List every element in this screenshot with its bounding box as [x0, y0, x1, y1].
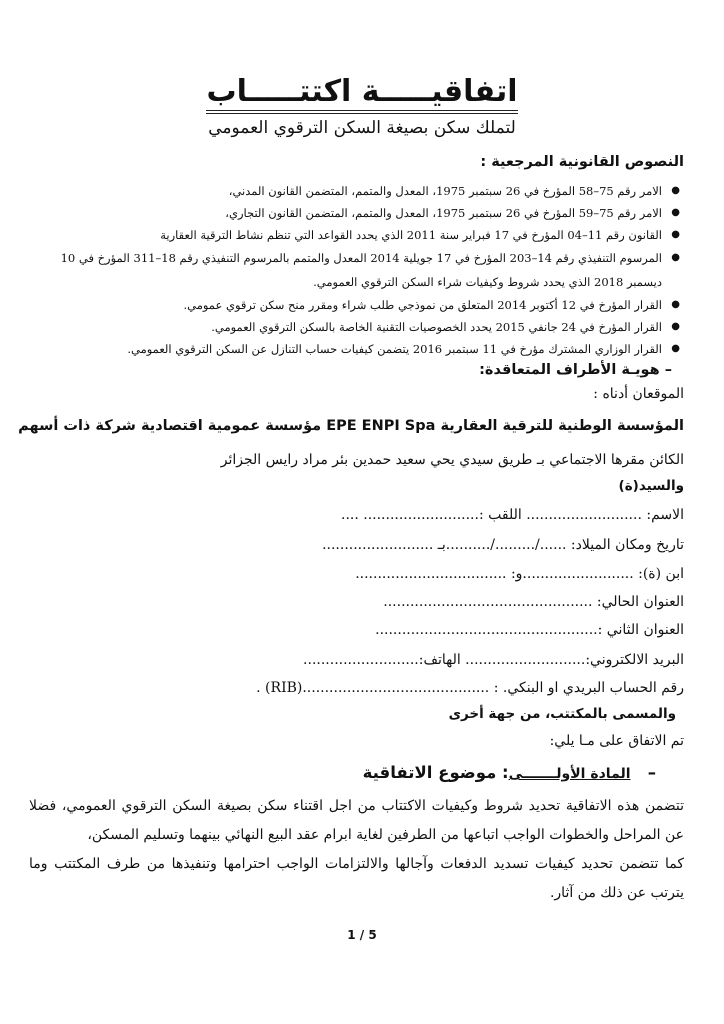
mr-mrs-label: والسيد(ة) [618, 478, 684, 494]
article-dash: – [647, 763, 656, 782]
subscriber-label: والمسمى بالمكتتب، من جهة أخرى [448, 706, 676, 722]
bullet-icon: ● [671, 343, 680, 354]
reference-item: ● القرار المؤرخ في 24 جانفي 2015 يحدد الخصوصيات التقنية الخاصة بالسكن الترقوي العمومي. [44, 316, 684, 338]
birth-date-place-field[interactable]: تاريخ ومكان الميلاد: ....../........./..........بـ ......................... [322, 537, 684, 553]
email-phone-field[interactable]: البريد الالكتروني:........................... الهاتف:.......................... [303, 652, 684, 668]
second-address-field[interactable]: العنوان الثاني :.................................................. [375, 622, 684, 638]
reference-item: ● الامر رقم 75–59 المؤرخ في 26 سبتمبر 1975، المعدل والمتمم، المتضمن القانون التجاري، [44, 202, 684, 224]
parents-field[interactable]: ابن (ة): .........................و: .................................. [355, 566, 684, 582]
company-name: المؤسسة الوطنية للترقية العقارية EPE ENPI Spa مؤسسة عمومية اقتصادية شركة ذات أسهم [18, 418, 684, 434]
name-field[interactable]: الاسم: .......................... اللقب :.......................... .... [341, 507, 684, 523]
company-address: الكائن مقرها الاجتماعي بـ طريق سيدي يحي سعيد حمدين بئر مراد رايس الجزائر [220, 452, 684, 468]
article-separator: : [496, 763, 509, 782]
document-title-text: اتفاقيـــــة اكتتـــــاب [206, 74, 517, 114]
document-subtitle: لتملك سكن بصيغة السكن الترقوي العمومي [208, 118, 516, 138]
reference-item: ● القرار المؤرخ في 12 أكتوبر 2014 المتعلق من نموذجي طلب شراء ومقرر منح سكن ترقوي عمومي. [44, 294, 684, 316]
bullet-icon: ● [671, 299, 680, 310]
article-1-heading [363, 763, 656, 782]
bullet-icon: ● [671, 185, 680, 196]
parties-heading: – هويـة الأطراف المتعاقدة: [479, 362, 672, 378]
document-title [0, 74, 724, 114]
bullet-icon: ● [671, 321, 680, 332]
agreement-intro: تم الاتفاق على مـا يلي: [549, 733, 684, 749]
reference-item: ● القرار الوزاري المشترك مؤرخ في 11 سبتمبر 2016 يتضمن كيفيات حساب التنازل عن السكن الترقوي العمومي. [44, 338, 684, 360]
bullet-icon: ● [671, 252, 680, 263]
references-heading: النصوص القانونية المرجعية : [480, 154, 684, 170]
reference-item: ● الامر رقم 75–58 المؤرخ في 26 سبتمبر 1975، المعدل والمتمم، المتضمن القانون المدني، [44, 180, 684, 202]
article-title: موضوع الاتفاقية [362, 763, 497, 782]
bullet-icon: ● [671, 229, 680, 240]
article-1-paragraph-1: تتضمن هذه الاتفاقية تحديد شروط وكيفيات الاكتتاب من اجل اقتناء سكن بصيغة السكن الترقوي العمومي، فضلا عن المراحل والخطوات الواجب اتباعها من الطرفين لغاية ابرام عقد البيع النهائي بينهما وتسليم المسكن، [29, 798, 684, 843]
references-list [44, 180, 684, 360]
current-address-field[interactable]: العنوان الحالي: ............................................... [383, 594, 684, 610]
rib-field[interactable]: رقم الحساب البريدي او البنكي. : ..........................................(RIB) . [256, 680, 684, 696]
reference-item: ● القانون رقم 11–04 المؤرخ في 17 فبراير سنة 2011 الذي يحدد القواعد التي تنظم نشاط الترقية العقارية [44, 224, 684, 246]
article-label: المادة الأولـــــــى [508, 766, 631, 782]
bullet-icon: ● [671, 207, 680, 218]
signatories-label: الموقعان أدناه : [593, 386, 684, 402]
page-number: 1 / 5 [347, 928, 377, 942]
reference-item: ● المرسوم التنفيذي رقم 14–203 المؤرخ في 17 جويلية 2014 المعدل والمتمم بالمرسوم التنفيذي رقم 18–311 المؤرخ في 10 ديسمبر 2018 الذي يحدد شروط وكيفيات شراء السكن الترقوي العمومي. [44, 246, 684, 294]
article-1-paragraph-2: كما تتضمن تحديد كيفيات تسديد الدفعات وآجالها والالتزامات الواجب احترامها وتنفيذها من طرف المكتتب وما يترتب عن ذلك من آثار. [29, 856, 684, 901]
